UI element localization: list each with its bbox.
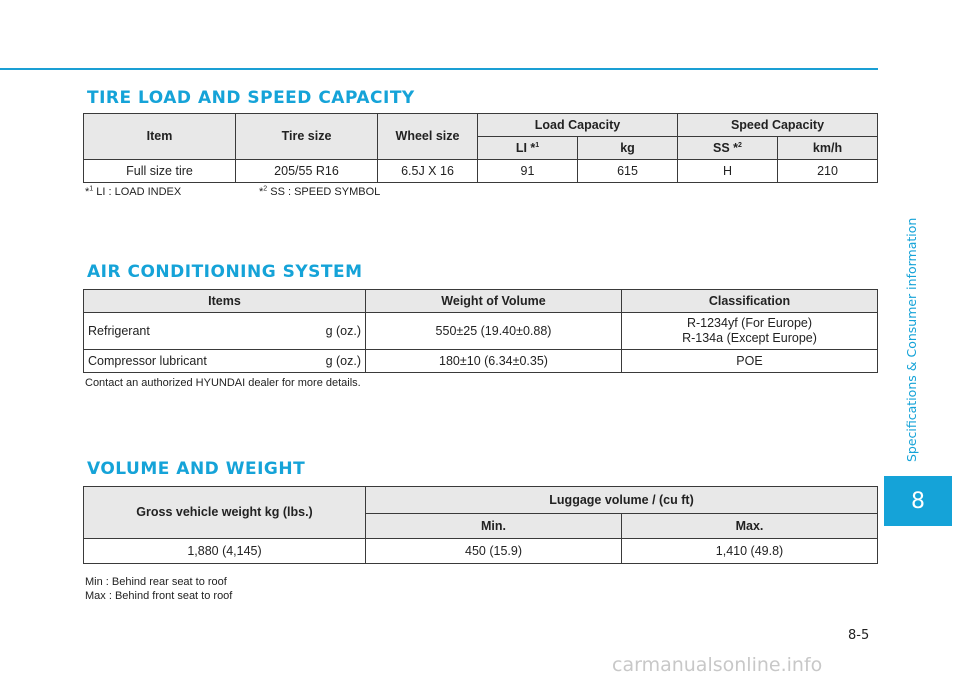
tire-header-speed-capacity: Speed Capacity [678,114,878,137]
tire-header-wheel-size: Wheel size [378,114,478,160]
fn2-mark: * [259,186,264,198]
ac-cell-classification: POE [622,350,878,373]
volume-cell-min: 450 (15.9) [366,539,622,564]
chapter-sidebar-label: Specifications & Consumer information [904,217,919,462]
volume-section-title: VOLUME AND WEIGHT [87,459,306,479]
ss-sup: 2 [738,141,742,149]
chapter-tab: 8 [884,476,952,526]
volume-header-max: Max. [622,514,878,539]
ac-item-unit: g (oz.) [325,353,361,368]
fn1-mark: * [85,186,90,198]
fn1-text: LI : LOAD INDEX [93,186,182,198]
volume-note-min: Min : Behind rear seat to roof [85,576,227,588]
ac-table [83,289,878,373]
tire-header-load-capacity: Load Capacity [478,114,678,137]
tire-cell-ss: H [678,160,778,183]
tire-header-tire-size: Tire size [236,114,378,160]
volume-cell-gross: 1,880 (4,145) [84,539,366,564]
page-number: 8-5 [848,628,870,643]
ac-header-weight: Weight of Volume [366,290,622,313]
table-row [84,313,878,350]
tire-header-kmh: km/h [778,137,878,160]
ac-section-title: AIR CONDITIONING SYSTEM [87,262,363,282]
fn2-text: SS : SPEED SYMBOL [267,186,381,198]
volume-header-min: Min. [366,514,622,539]
tire-cell-li: 91 [478,160,578,183]
tire-header-kg: kg [578,137,678,160]
volume-header-gross: Gross vehicle weight kg (lbs.) [84,487,366,539]
ac-item-unit: g (oz.) [325,323,361,338]
tire-footnote-2 [259,186,380,199]
tire-section-title: TIRE LOAD AND SPEED CAPACITY [87,88,415,108]
tire-cell-wheel-size: 6.5J X 16 [378,160,478,183]
volume-header-luggage: Luggage volume / (cu ft) [366,487,878,514]
tire-header-li [478,137,578,160]
tire-header-ss [678,137,778,160]
tire-cell-kg: 615 [578,160,678,183]
ac-class-line2: R-134a (Except Europe) [682,331,817,345]
tire-cell-tire-size: 205/55 R16 [236,160,378,183]
watermark: carmanualsonline.info [612,654,823,676]
li-sup: 1 [535,141,540,149]
ac-header-classification: Classification [622,290,878,313]
tire-cell-item: Full size tire [84,160,236,183]
tire-header-item: Item [84,114,236,160]
fn1-sup: 1 [89,185,94,193]
ac-header-items: Items [84,290,366,313]
volume-cell-max: 1,410 (49.8) [622,539,878,564]
top-rule [0,68,878,70]
table-row [84,160,878,183]
volume-table [83,486,878,564]
fn2-sup: 2 [263,185,268,193]
li-label: LI * [515,140,536,155]
tire-footnote-1 [85,186,181,199]
ac-item-name: Compressor lubricant [88,353,207,368]
ac-note: Contact an authorized HYUNDAI dealer for more details. [85,377,361,389]
ac-class-line1: R-1234yf (For Europe) [686,316,813,330]
table-row [84,350,878,373]
ac-cell-classification [622,313,878,350]
tire-cell-kmh: 210 [778,160,878,183]
ac-cell-weight: 550±25 (19.40±0.88) [366,313,622,350]
ac-cell-item [84,350,366,373]
ac-cell-weight: 180±10 (6.34±0.35) [366,350,622,373]
tire-table [83,113,878,183]
ac-item-name: Refrigerant [88,323,150,338]
volume-note-max: Max : Behind front seat to roof [85,590,233,602]
ac-cell-item [84,313,366,350]
table-row [84,539,878,564]
ss-label: SS * [713,140,739,155]
